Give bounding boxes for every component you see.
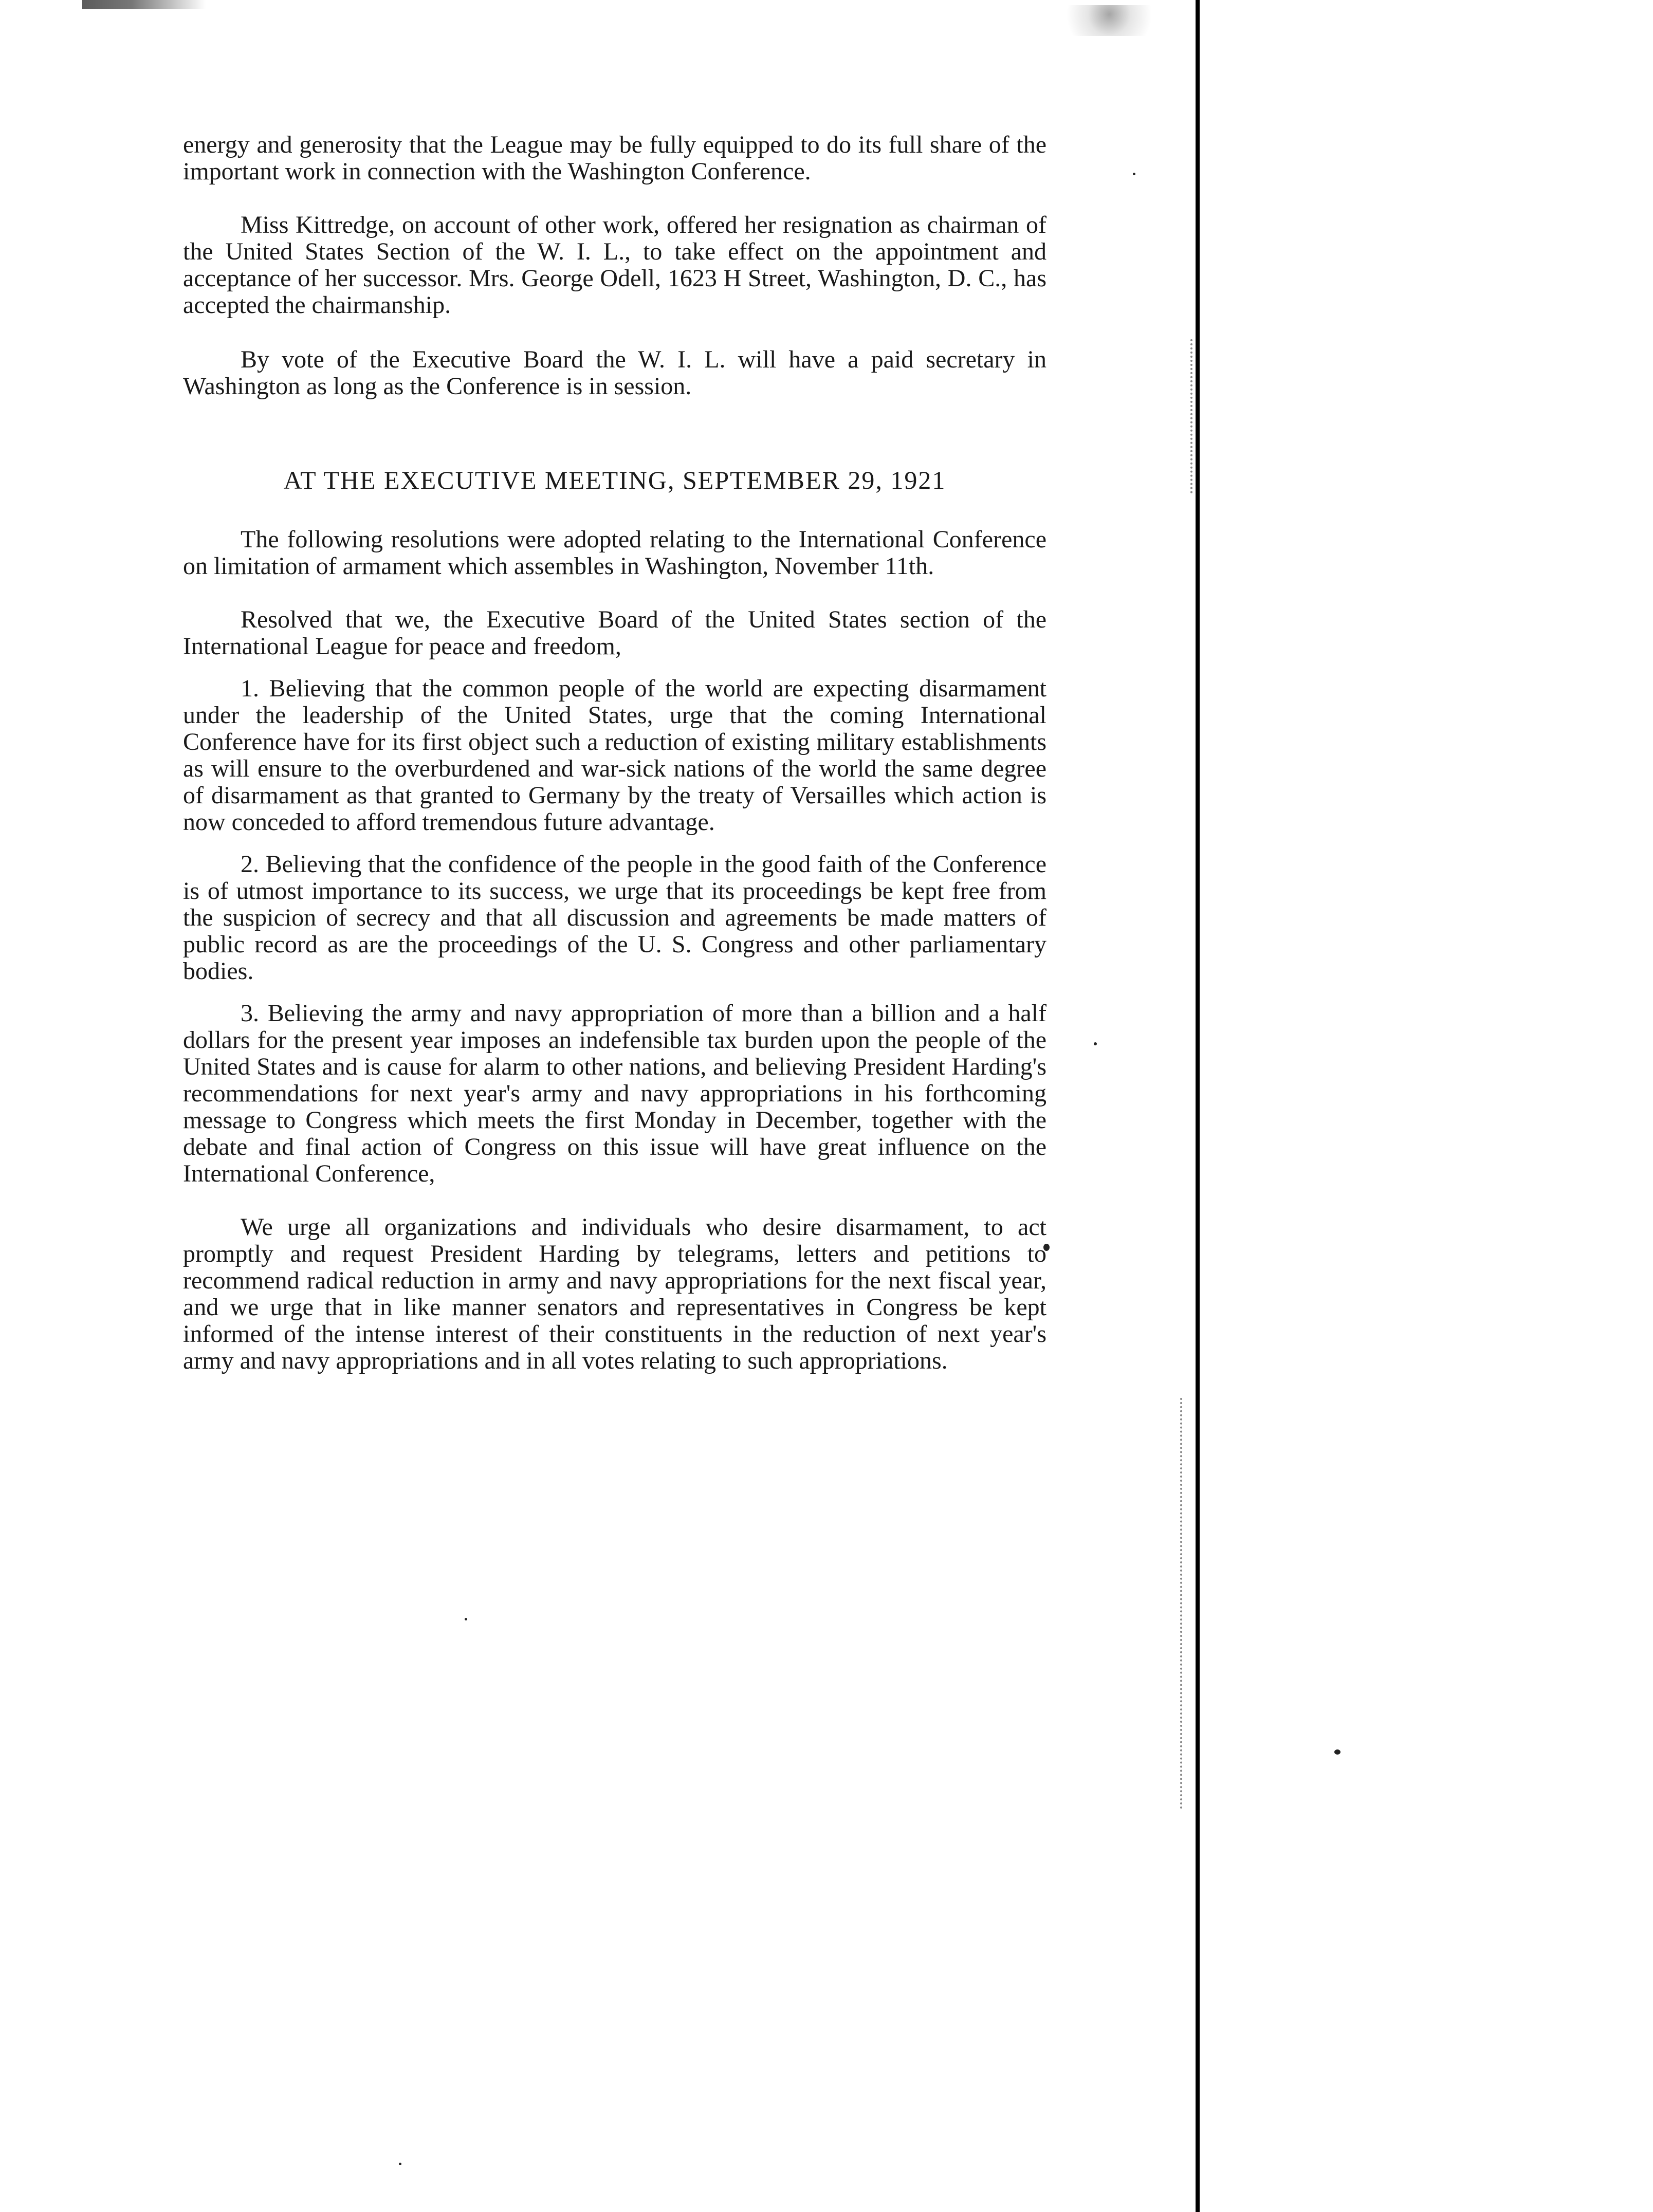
scan-artifact-top-left (82, 0, 206, 9)
blank-margin (1200, 0, 1653, 2212)
document-body (183, 132, 1046, 1374)
resolved-paragraph: Resolved that we, the Executive Board of the United States section of the International League for peace and freedom, (183, 606, 1046, 660)
resolution-2: 2. Believing that the confidence of the people in the good faith of the Conference is of utmost importance to its success, we urge that its proceedings be kept free from the suspicion of secrecy and that all discussion and agreements be made matters of public record as are the proceedings of the U. S. Congress and other parliamentary bodies. (183, 851, 1046, 985)
section-heading: AT THE EXECUTIVE MEETING, SEPTEMBER 29, 1921 (283, 466, 946, 494)
opening-paragraph: energy and generosity that the League may be fully equipped to do its full share of the important work in connection with the Washington Conference. (183, 131, 1046, 185)
scan-speck (1334, 1749, 1340, 1755)
page-edge-shadow (1196, 0, 1200, 2212)
scan-artifact-dotted-line (1180, 1398, 1184, 1809)
resolution-1: 1. Believing that the common people of the world are expecting disarmament under the leadership of the United States, urge that the coming International Conference have for its first object such a reduction of existing military establishments as will ensure to the overburdened and war-sick nations of the world the same degree of disarmament as that granted to Germany by the treaty of Versailles which action is now conceded to afford tremendous future advantage. (183, 675, 1046, 836)
scan-speck (399, 2163, 401, 2165)
kittredge-paragraph: Miss Kittredge, on account of other work, offered her resignation as chairman of the United States Section of the W. I. L., to take effect on the appointment and acceptance of her successor. Mrs. George Odell, 1623 H Street, Washington, D. C., has accepted the chairmanship. (183, 211, 1046, 319)
resolution-3: 3. Believing the army and navy appropriation of more than a billion and a half dollars for the present year imposes an indefensible tax burden upon the people of the United States and is cause for alarm to other nations, and believing President Harding's recommendations for next year's army and navy appropriations in his forthcoming message to Congress which meets the first Monday in December, together with the debate and final action of Congress on this issue will have great influence on the International Conference, (183, 1000, 1046, 1187)
scan-artifact-top-right (1064, 5, 1177, 36)
closing-paragraph: We urge all organizations and individuals who desire disarmament, to act promptly and request President Harding by telegrams, letters and petitions to recommend radical reduction in army and navy appropriations for the next fiscal year, and we urge that in like manner senators and representatives in Congress be kept informed of the intense interest of their constituents in the reduction of next year's army and navy appropriations and in all votes relating to such appropriations. (183, 1213, 1046, 1374)
scan-speck (465, 1618, 467, 1620)
scan-artifact-dotted-line (1190, 339, 1195, 493)
scan-speck (1133, 173, 1135, 175)
secretary-paragraph: By vote of the Executive Board the W. I. L. will have a paid secretary in Washington as long as the Conference is in session. (183, 346, 1046, 400)
resolutions-intro: The following resolutions were adopted relating to the International Conference on limitation of armament which assembles in Washington, November 11th. (183, 526, 1046, 580)
scan-speck (1094, 1042, 1097, 1045)
